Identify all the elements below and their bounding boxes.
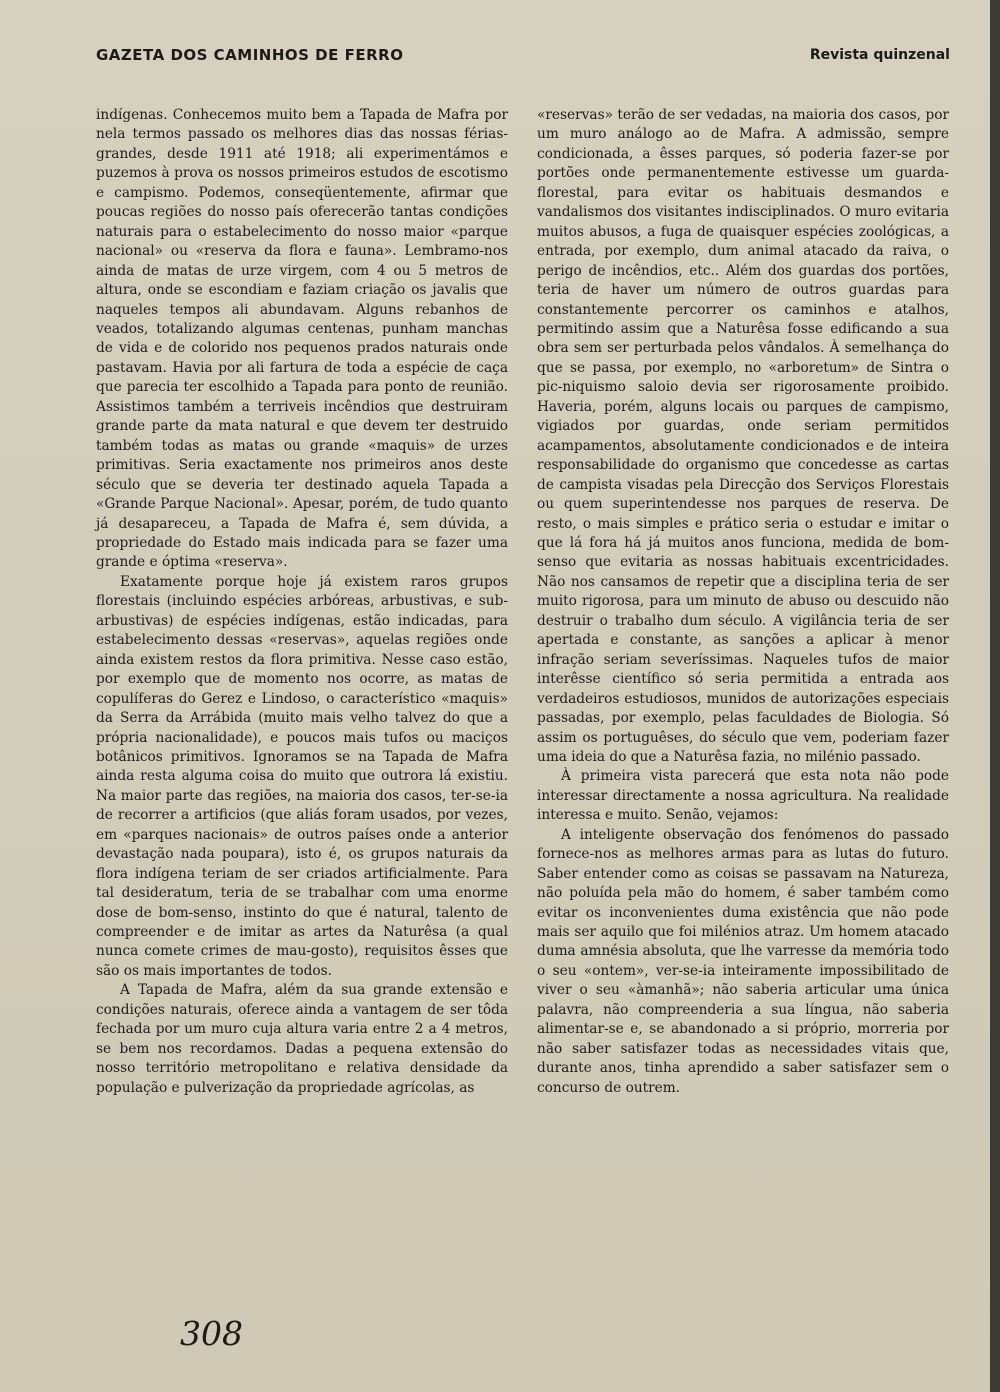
paragraph: A Tapada de Mafra, além da sua grande extensão e condições naturais, oferece ainda a vantagem de ser tôda fechada por um muro cuja altura varia entre 2 a 4 metros, se bem nos recordamos. Dadas a pequena extensão do nosso território metropolitano e relativa densidade da população e pulverização da propriedade agrícolas, as [96,982,508,1096]
paragraph: «reservas» terão de ser vedadas, na maioria dos casos, por um muro análogo ao de Mafra. A admissão, sempre condicionada, a êsses parques, só poderia fazer-se por portões onde permanentemente estivesse um guarda-florestal, para evitar os habituais desmandos e vandalismos dos visitantes indisciplinados. O muro evitaria muitos abusos, a fuga de quaisquer espécies zoológicas, a entrada, por exemplo, dum animal atacado da raiva, o perigo de incêndios, etc.. Além dos guardas dos portões, teria de haver um número de outros guardas para constantemente percorrer os caminhos e atalhos, permitindo assim que a Naturêsa fosse edificando a sua obra sem ser perturbada pelos vândalos. À semelhança do que se passa, por exemplo, no «arboretum» de Sintra o pic-niquismo saloio devia ser rigorosamente proibido. Haveria, porém, alguns locais ou parques de campismo, vigiados por guardas, onde seriam permitidos acampamentos, absolutamente condicionados e de inteira responsabilidade do organismo que concedesse as cartas de campista visadas pela Direcção dos Serviços Florestais ou quem superintendesse nos parques de reserva. De resto, o mais simples e prático seria o estudar e imitar o que lá fora há já muitos anos funciona, medida de bom-senso que evitaria as nossas habituais excentricidades. Não nos cansamos de repetir que a disciplina teria de ser muito rigorosa, para um minuto de abuso ou descuido não destruir o trabalho dum século. A vigilância teria de ser apertada e constante, as sanções a aplicar à menor infração seriam severíssimas. Naqueles tufos de maior interêsse científico só seria permitida a entrada aos verdadeiros estudiosos, munidos de autorizações especiais passadas, por exemplo, pelas faculdades de Biologia. Só assim os portuguêses, do século que vem, poderiam fazer uma ideia do que a Naturêsa fazia, no milénio passado. [537,107,949,765]
right-column [537,106,949,1098]
page-number: 308 [180,1314,243,1353]
scan-edge [990,0,1000,1392]
paragraph: À primeira vista parecerá que esta nota não pode interessar directamente a nossa agricultura. Na realidade interessa e muito. Senão, vejamos: [537,768,949,824]
journal-title: GAZETA DOS CAMINHOS DE FERRO [96,46,404,64]
paragraph: Exatamente porque hoje já existem raros grupos florestais (incluindo espécies arbóreas, arbustivas, e sub-arbustivas) de espécies indígenas, estão indicadas, para estabelecimento dessas «reservas», aquelas regiões onde ainda existem restos da flora primitiva. Nesse caso estão, por exemplo que de momento nos ocorre, as matas de copulíferas do Gerez e Lindoso, o característico «maquis» da Serra da Arrábida (muito mais velho talvez do que a própria nacionalidade), e poucos mais tufos ou maciços botânicos primitivos. Ignoramos se na Tapada de Mafra ainda resta alguma coisa do muito que outrora lá existiu. Na maior parte das regiões, na maioria dos casos, ter-se-ia de recorrer a artificios (que aliás foram usados, por vezes, em «parques nacionais» de outros países onde a anterior devastação nada poupara), isto é, os grupos naturais da flora indígena teriam de ser criados artificialmente. Para tal desideratum, teria de se trabalhar com uma enorme dose de bom-senso, instinto do que é natural, talento de compreender e de imitar as artes da Naturêsa (a qual nunca comete crimes de mau-gosto), requisitos êsses que são os mais importantes de todos. [96,573,508,979]
journal-subtitle: Revista quinzenal [809,47,950,63]
paragraph: indígenas. Conhecemos muito bem a Tapada de Mafra por nela termos passado os melhores dias das nossas férias-grandes, desde 1911 até 1918; ali experimentámos e puzemos à prova os nossos primeiros estudos de escotismo e campismo. Podemos, conseqüentemente, afirmar que poucas regiões do nosso país oferecerão tantas condições naturais para o estabelecimento do nosso maior «parque nacional» ou «reserva da flora e fauna». Lembramo-nos ainda de matas de urze virgem, com 4 ou 5 metros de altura, onde se escondiam e faziam criação os javalis que naqueles tempos ali abundavam. Alguns rebanhos de veados, totalizando algumas centenas, punham manchas de vida e de colorido nos pequenos prados naturais onde pastavam. Havia por ali fartura de toda a espécie de caça que parecia ter escolhido a Tapada para ponto de reunião. Assistimos também a terriveis incêndios que destruiram grande parte da mata natural e que devem ter destruido também todas as matas ou grande «maquis» de urzes primitivas. Seria exactamente nos primeiros anos deste século que se deveria ter destinado aquela Tapada a «Grande Parque Nacional». Apesar, porém, de tudo quanto já desapareceu, a Tapada de Mafra é, sem dúvida, a propriedade do Estado mais indicada para se fazer uma grande e óptima «reserva». [96,107,508,571]
paragraph: A inteligente observação dos fenómenos do passado fornece-nos as melhores armas para as lutas do futuro. Saber entender como as coisas se passavam na Natureza, não poluída pela mão do homem, é saber também como evitar os inconvenientes duma existência que não pode mais ser aquilo que foi milénios atraz. Um homem atacado duma amnésia absoluta, que lhe varresse da memória todo o seu «ontem», ver-se-ia inteiramente impossibilitado de viver o seu «àmanhã»; não saberia articular uma única palavra, não compreenderia a sua língua, não saberia alimentar-se e, se abandonado a si próprio, morreria por não saber satisfazer todas as necessidades vitais que, durante anos, tinha aprendido a saber satisfazer sem o concurso de outrem. [537,826,949,1096]
left-column [96,106,508,1098]
